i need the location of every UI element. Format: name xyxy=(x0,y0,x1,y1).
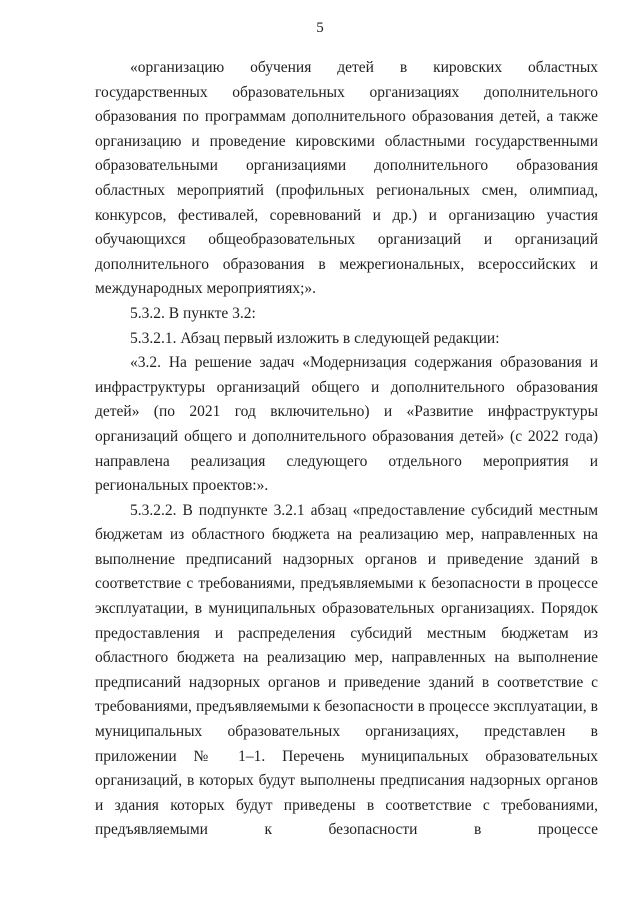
document-body xyxy=(95,56,598,843)
page-number: 5 xyxy=(316,20,324,36)
paragraph-3-2-new-text: «3.2. На решение задач «Модернизация содержания образования и инфраструктуры организаций общего и дополнительного образования детей» (по 2021 год включительно) и «Развитие инфраструктуры организаций общего и дополнительного образования детей» (с 2022 года) направлена реализация следующего отдельного мероприятия и региональных проектов:». xyxy=(95,354,598,495)
paragraph-5-3-2: 5.3.2. В пункте 3.2: xyxy=(130,304,256,322)
paragraph-5-3-2-1: 5.3.2.1. Абзац первый изложить в следующей редакции: xyxy=(130,329,500,347)
paragraph-amendment-text: «организацию обучения детей в кировских областных государственных образовательных организациях дополнительного образования по программам дополнительного образования детей, а также организацию и проведение кировскими областными государственными образовательными организациями дополнительного образования областных мероприятий (профильных региональных смен, олимпиад, конкурсов, фестивалей, соревнований и др.) и организацию участия обучающихся общеобразовательных организаций и организаций дополнительного образования в межрегиональных, всероссийских и международных мероприятиях;». xyxy=(95,59,598,298)
paragraph-5-3-2-2: 5.3.2.2. В подпункте 3.2.1 абзац «предоставление субсидий местным бюджетам из областного бюджета на реализацию мер, направленных на выполнение предписаний надзорных органов и приведение зданий в соответствие с требованиями, предъявляемыми к безопасности в процессе эксплуатации, в муниципальных образовательных организациях. Порядок предоставления и распределения субсидий местным бюджетам из областного бюджета на реализацию мер, направленных на выполнение предписаний надзорных органов и приведение зданий в соответствие с требованиями, предъявляемыми к безопасности в процессе эксплуатации, в муниципальных образовательных организациях, представлен в приложении № 1–1. Перечень муниципальных образовательных организаций, в которых будут выполнены предписания надзорных органов и здания которых будут приведены в соответствие с требованиями, предъявляемыми к безопасности в процессе xyxy=(95,501,598,839)
